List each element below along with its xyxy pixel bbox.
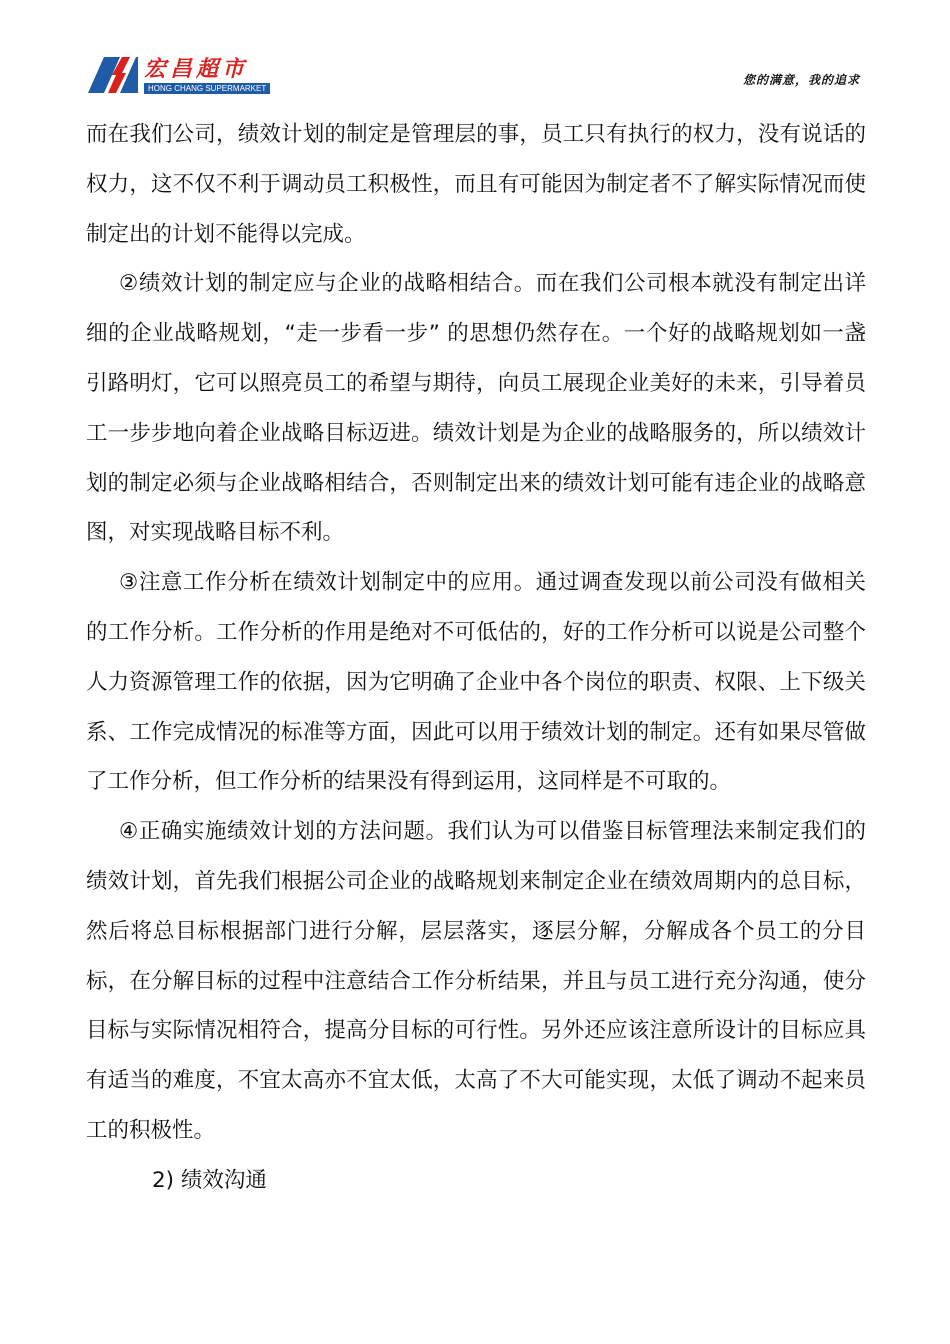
paragraph: 而在我们公司，绩效计划的制定是管理层的事，员工只有执行的权力，没有说话的权力，这不仅不利于调动员工积极性，而且有可能因为制定者不了解实际情况而使制定出的计划不能得以完成。	[86, 122, 866, 247]
paragraph: ②绩效计划的制定应与企业的战略相结合。而在我们公司根本就没有制定出详细的企业战略规划，“走一步看一步” 的思想仍然存在。一个好的战略规划如一盏引路明灯，它可以照亮员工的希望与期待，向员工展现企业美好的未来，引导着员工一步步地向着企业战略目标迈进。绩效计划是为企业的战略服务的，所以绩效计划的制定必须与企业战略相结合，否则制定出来的绩效计划可能有违企业的战略意图，对实现战略目标不利。	[86, 271, 866, 546]
paragraph: ④正确实施绩效计划的方法问题。我们认为可以借鉴目标管理法来制定我们的绩效计划，首先我们根据公司企业的战略规划来制定企业在绩效周期内的总目标，然后将总目标根据部门进行分解，层层落实，逐层分解，分解成各个员工的分目标，在分解目标的过程中注意结合工作分析结果，并且与员工进行充分沟通，使分目标与实际情况相符合，提高分目标的可行性。另外还应该注意所设计的目标应具有适当的难度，不宜太高亦不宜太低，太高了不大可能实现，太低了调动不起来员工的积极性。	[86, 819, 866, 1143]
section-heading: 2) 绩效沟通	[152, 1167, 267, 1193]
logo-chinese-name: 宏昌超市	[144, 56, 249, 82]
header-slogan: 您的满意，我的追求	[742, 73, 860, 87]
body-text	[86, 110, 866, 1206]
page-header	[86, 55, 866, 97]
paragraph: ③注意工作分析在绩效计划制定中的应用。通过调查发现以前公司没有做相关的工作分析。工作分析的作用是绝对不可低估的，好的工作分析可以说是公司整个人力资源管理工作的依据，因为它明确了企业中各个岗位的职责、权限、上下级关系、工作完成情况的标准等方面，因此可以用于绩效计划的制定。还有如果尽管做了工作分析，但工作分析的结果没有得到运用，这同样是不可取的。	[86, 570, 866, 795]
logo-english-name: HONG CHANG SUPERMARKET	[144, 83, 270, 94]
logo-mark-icon	[86, 55, 138, 95]
company-logo	[86, 55, 267, 95]
